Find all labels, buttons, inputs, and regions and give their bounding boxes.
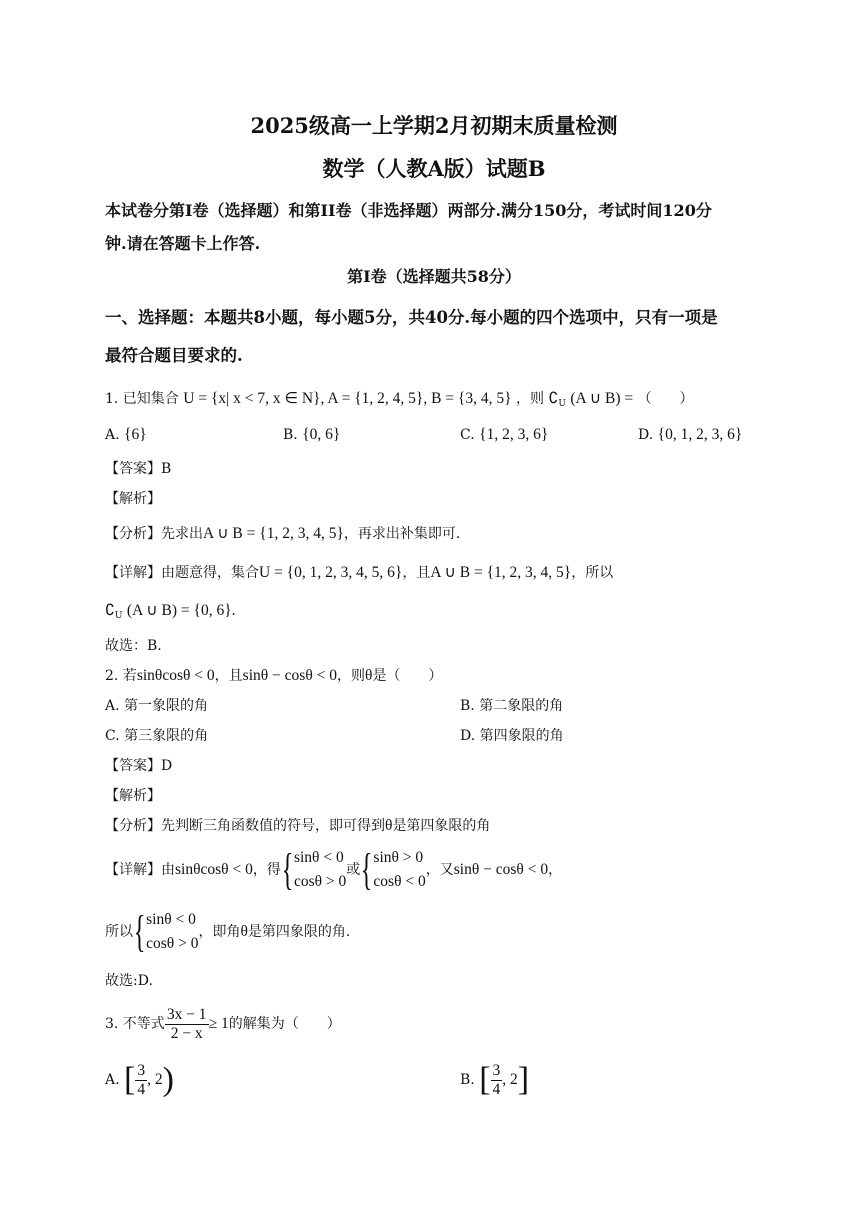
q2-detail <box>105 845 562 895</box>
q2-option-a <box>105 696 208 716</box>
system-1 <box>294 846 346 894</box>
q1-choice: 故选：B. <box>105 638 162 654</box>
brace-2: { <box>361 845 373 894</box>
question-1-stem <box>105 389 694 414</box>
q3-option-b-open-bracket: [ <box>479 1061 491 1098</box>
q2-math-2: sinθ − cosθ < 0 <box>242 667 337 684</box>
q1-detail-suffix: ，所以 <box>571 565 614 581</box>
q2-detail-math-2: sinθ − cosθ < 0 <box>453 861 549 878</box>
q3-suffix: 的解集为（ ） <box>228 1016 341 1032</box>
system-3-row-2: cosθ > 0 <box>146 935 199 952</box>
q2-option-c <box>105 726 208 746</box>
q1-answer-paren: （ ） <box>637 391 694 407</box>
q1-option-a-letter: A. <box>105 427 120 443</box>
q1-option-a-value: {6} <box>124 426 147 443</box>
q1-result-expr: (A ∪ B) = {0, 6}. <box>126 602 236 619</box>
q2-detail-de: ，得 <box>252 862 281 878</box>
q1-detail-mid: ，且 <box>402 565 431 581</box>
q2-detail-you: ，又 <box>425 862 454 878</box>
system-3 <box>146 908 198 956</box>
page-subtitle: 数学（人教A版）试题B <box>322 156 546 181</box>
q2-detail-math-1: sinθcosθ < 0 <box>175 861 253 878</box>
exam-instructions <box>105 194 775 260</box>
question-2-stem <box>105 666 442 686</box>
q2-fenxi-prefix: 【分析】先判断三角函数值的符号，即可得到 <box>105 818 385 834</box>
q1-option-b-value: {0, 6} <box>302 426 341 443</box>
q2-jijiao-theta: θ <box>240 923 248 940</box>
q3-option-b-denominator: 4 <box>492 1080 501 1098</box>
q1-option-d-value: {0, 1, 2, 3, 6} <box>657 426 743 443</box>
q1-detail-result <box>105 601 236 626</box>
system-2-row-1: sinθ > 0 <box>373 849 424 866</box>
q1-detail <box>105 563 613 583</box>
q2-option-b-value: 第二象限的角 <box>479 698 564 714</box>
q1-option-a <box>105 425 147 445</box>
q3-option-b-letter: B. <box>460 1072 475 1088</box>
instructions-line-2: 钟.请在答题卡上作答. <box>105 234 261 253</box>
q3-prefix: 3. 不等式 <box>105 1016 165 1032</box>
q2-conclusion <box>105 907 350 957</box>
q1-then: ，则 <box>516 391 545 407</box>
q3-option-a <box>105 1059 174 1101</box>
q3-option-b-tail: , 2 <box>502 1071 518 1088</box>
q2-option-b <box>460 696 563 716</box>
system-1-row-1: sinθ < 0 <box>293 849 344 866</box>
q3-option-b-close-bracket: ] <box>517 1061 530 1098</box>
q1-complement-sub: U <box>558 399 566 409</box>
q1-stem-math: U = {x| x < 7, x ∈ N}, A = {1, 2, 4, 5}, B = {3, 4, 5} <box>183 390 512 407</box>
q2-then: ，则 <box>337 668 365 684</box>
q1-result-complement-symbol: ∁ <box>105 602 115 619</box>
q1-prefix: 1. 已知集合 <box>105 391 179 407</box>
system-3-row-1: sinθ < 0 <box>146 911 196 928</box>
q3-option-b-fraction <box>491 1062 503 1099</box>
q1-complement-expr: (A ∪ B) = <box>570 390 634 407</box>
q2-detail-prefix: 【详解】由 <box>105 862 175 878</box>
q2-fenxi <box>105 816 490 836</box>
q1-fenxi-suffix: ，再求出补集即可. <box>343 526 461 542</box>
q2-jijiao: ，即角 <box>198 924 241 940</box>
q2-theta: θ <box>365 667 373 684</box>
q1-fenxi-prefix: 【分析】先求出 <box>105 526 203 542</box>
q2-prefix: 2. 若 <box>105 668 137 684</box>
q1-detail-math-1: U = {0, 1, 2, 3, 4, 5, 6} <box>259 564 403 581</box>
q2-answer: 【答案】D <box>105 758 173 774</box>
q2-option-d-value: 第四象限的角 <box>479 728 564 744</box>
q2-math-1: sinθcosθ < 0 <box>136 667 215 684</box>
system-2 <box>373 846 425 894</box>
instructions-line-1: 本试卷分第I卷（选择题）和第II卷（非选择题）两部分.满分150分，考试时间120分 <box>105 201 712 220</box>
q2-or: 或 <box>346 862 361 878</box>
q3-fraction-denominator: 2 − x <box>170 1024 203 1042</box>
q1-fenxi <box>105 524 460 544</box>
system-2-row-2: cosθ < 0 <box>373 873 426 890</box>
q2-jijiao-suffix: 是第四象限的角. <box>247 924 351 940</box>
q1-answer: 【答案】B <box>105 461 172 477</box>
q3-option-b-numerator: 3 <box>492 1061 501 1079</box>
q1-fenxi-math: A ∪ B = {1, 2, 3, 4, 5} <box>203 525 344 542</box>
q1-option-d-letter: D. <box>638 427 654 443</box>
q2-option-a-letter: A. <box>105 698 120 714</box>
q2-suoyi: 所以 <box>105 924 133 940</box>
q3-rhs: ≥ 1 <box>208 1015 229 1032</box>
q1-option-b-letter: B. <box>283 427 298 443</box>
brace-1: { <box>281 845 294 894</box>
section-heading-line-2: 最符合题目要求的. <box>105 346 243 365</box>
q2-suffix: 是（ ） <box>372 668 443 684</box>
q1-complement-symbol: ∁ <box>548 390 559 407</box>
q2-option-a-value: 第一象限的角 <box>124 698 209 714</box>
q2-fenxi-suffix: 是第四象限的角 <box>392 818 491 834</box>
q1-detail-math-2: A ∪ B = {1, 2, 3, 4, 5} <box>430 564 572 581</box>
q1-option-c-value: {1, 2, 3, 6} <box>479 426 549 443</box>
q1-result-complement-sub: U <box>114 611 123 621</box>
q2-detail-end: ， <box>548 862 563 878</box>
q2-option-d <box>460 726 564 746</box>
question-3-stem <box>105 1003 341 1045</box>
q3-option-b <box>460 1059 529 1101</box>
brace-3: { <box>133 907 146 956</box>
q3-option-a-fraction <box>135 1062 147 1099</box>
q2-choice: 故选:D. <box>105 973 153 989</box>
q2-option-b-letter: B. <box>460 698 475 714</box>
section-heading-line-1: 一、选择题：本题共8小题，每小题5分，共40分.每小题的四个选项中，只有一项是 <box>105 308 718 327</box>
q2-option-c-value: 第三象限的角 <box>124 728 209 744</box>
q3-fraction-numerator: 3x − 1 <box>166 1005 207 1023</box>
q1-analysis-label: 【解析】 <box>105 491 161 507</box>
q1-option-c-letter: C. <box>460 427 475 443</box>
q1-detail-prefix: 【详解】由题意得，集合 <box>105 565 259 581</box>
q3-option-a-numerator: 3 <box>137 1061 146 1079</box>
system-1-row-2: cosθ > 0 <box>293 873 347 890</box>
q3-option-a-close-bracket: ) <box>162 1061 174 1098</box>
q2-fenxi-theta: θ <box>385 817 393 834</box>
q2-analysis-label: 【解析】 <box>105 788 161 804</box>
q3-option-a-denominator: 4 <box>137 1080 146 1098</box>
q2-mid: ，且 <box>214 668 243 684</box>
q1-option-d <box>638 425 742 445</box>
q3-option-a-tail: , 2 <box>147 1071 163 1088</box>
page-title: 2025级高一上学期2月初期末质量检测 <box>250 113 618 138</box>
q2-option-c-letter: C. <box>105 728 120 744</box>
q1-option-c <box>460 425 548 445</box>
q3-option-a-open-bracket: [ <box>124 1061 136 1098</box>
q3-option-a-letter: A. <box>105 1072 120 1088</box>
q3-fraction <box>165 1006 209 1043</box>
volume-heading: 第I卷（选择题共58分） <box>347 267 521 286</box>
section-heading <box>105 299 775 375</box>
q1-option-b <box>283 425 340 445</box>
q2-option-d-letter: D. <box>460 728 476 744</box>
